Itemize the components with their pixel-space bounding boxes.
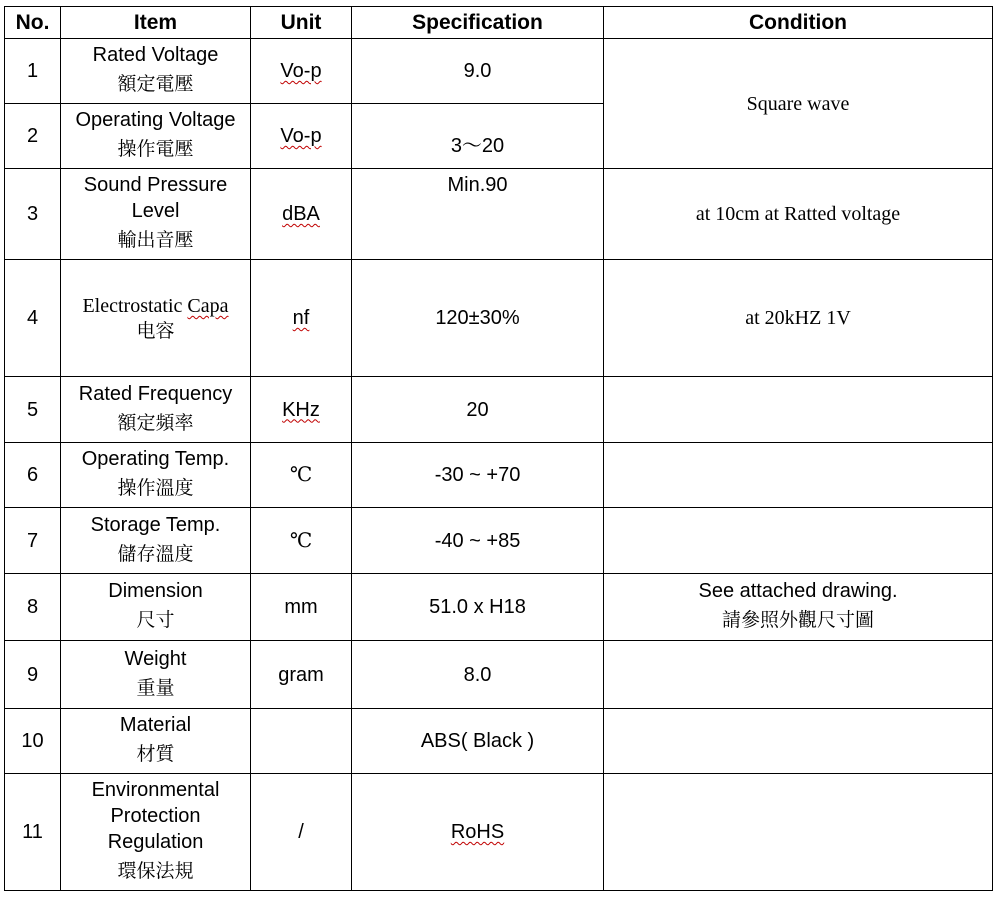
item-name-cn: 操作電壓 <box>117 138 194 160</box>
spec-value: Min.90 <box>447 174 508 196</box>
spec-cell <box>352 443 604 508</box>
condition-value-cn: 請參照外觀尺寸圖 <box>721 609 874 631</box>
unit-value: mm <box>284 596 318 618</box>
unit-value: Vo-p <box>280 125 322 147</box>
condition-cell <box>604 641 993 709</box>
condition-cell-merged <box>604 39 993 169</box>
spec-value: 3～20 <box>450 135 505 157</box>
spec-value: 20 <box>466 398 489 421</box>
unit-cell <box>251 508 352 574</box>
item-cell <box>61 104 251 169</box>
unit-cell <box>251 260 352 377</box>
item-cell <box>61 709 251 774</box>
header-no: No. <box>5 7 61 39</box>
item-cell <box>61 508 251 574</box>
item-cell <box>61 574 251 641</box>
spec-value: 51.0 x H18 <box>429 596 526 618</box>
item-name-cn: 尺寸 <box>136 609 175 631</box>
spec-cell <box>352 508 604 574</box>
spec-cell <box>352 574 604 641</box>
item-name-en: Sound Pressure Level <box>83 174 228 222</box>
row-number: 2 <box>5 104 61 169</box>
item-name-cn: 環保法規 <box>117 860 194 882</box>
spec-value: ABS( Black ) <box>420 730 535 752</box>
unit-cell <box>251 104 352 169</box>
row-number: 7 <box>5 508 61 574</box>
item-cell <box>61 377 251 443</box>
item-name-en: Dimension <box>108 580 203 602</box>
row-number: 5 <box>5 377 61 443</box>
item-name-cn: 材質 <box>136 743 175 765</box>
item-cell <box>61 260 251 377</box>
spec-cell <box>352 641 604 709</box>
condition-cell <box>604 709 993 774</box>
item-name-cn: 額定電壓 <box>117 73 194 95</box>
condition-value: at 20kHZ 1V <box>745 307 851 329</box>
spec-cell <box>352 377 604 443</box>
item-name-en: Operating Voltage <box>75 109 236 131</box>
table-row <box>5 169 993 260</box>
header-condition: Condition <box>604 7 993 39</box>
item-name-en-part: Electrostatic <box>82 295 188 317</box>
condition-cell <box>604 774 993 891</box>
unit-cell <box>251 169 352 260</box>
item-cell <box>61 641 251 709</box>
unit-value: Vo-p <box>280 60 322 82</box>
table-row <box>5 39 993 104</box>
item-name-cn: 电容 <box>136 320 175 342</box>
spec-cell <box>352 39 604 104</box>
row-number: 8 <box>5 574 61 641</box>
unit-cell <box>251 39 352 104</box>
condition-value: Square wave <box>746 92 850 115</box>
spec-cell <box>352 169 604 260</box>
item-name-en: Storage Temp. <box>90 513 221 536</box>
condition-cell <box>604 443 993 508</box>
unit-cell <box>251 774 352 891</box>
condition-value-en: See attached drawing. <box>698 580 898 602</box>
spec-value: -30 ~ +70 <box>434 464 521 486</box>
table-row <box>5 508 993 574</box>
specification-table <box>4 6 993 891</box>
table-row <box>5 774 993 891</box>
row-number: 11 <box>5 774 61 891</box>
table-row <box>5 260 993 377</box>
spec-value: 8.0 <box>463 663 492 686</box>
row-number: 4 <box>5 260 61 377</box>
spec-cell <box>352 260 604 377</box>
unit-cell <box>251 709 352 774</box>
unit-cell <box>251 443 352 508</box>
unit-value: dBA <box>282 203 320 225</box>
header-item: Item <box>61 7 251 39</box>
item-name-cn: 額定頻率 <box>117 411 194 434</box>
condition-cell <box>604 377 993 443</box>
header-unit: Unit <box>251 7 352 39</box>
item-cell <box>61 443 251 508</box>
unit-value: nf <box>292 307 310 329</box>
row-number: 9 <box>5 641 61 709</box>
unit-value: ℃ <box>289 464 313 486</box>
condition-cell <box>604 169 993 260</box>
item-name-cn: 儲存溫度 <box>117 542 194 565</box>
item-cell <box>61 39 251 104</box>
table-row <box>5 641 993 709</box>
condition-cell <box>604 260 993 377</box>
item-name-cn: 輸出音壓 <box>117 229 194 251</box>
unit-cell <box>251 377 352 443</box>
condition-value: at 10cm at Ratted voltage <box>695 203 901 225</box>
unit-value: KHz <box>282 398 320 421</box>
item-name-en: Rated Voltage <box>92 44 219 66</box>
item-name-en: Rated Frequency <box>78 382 233 405</box>
unit-cell <box>251 641 352 709</box>
condition-cell <box>604 574 993 641</box>
spec-cell <box>352 774 604 891</box>
row-number: 10 <box>5 709 61 774</box>
row-number: 1 <box>5 39 61 104</box>
spec-value: 9.0 <box>463 60 492 82</box>
spec-value: -40 ~ +85 <box>434 529 521 552</box>
item-name-en: Weight <box>124 647 187 670</box>
row-number: 6 <box>5 443 61 508</box>
header-specification: Specification <box>352 7 604 39</box>
item-name-en: Material <box>119 714 192 736</box>
item-name-en-part: Capa <box>187 295 229 317</box>
unit-value: ℃ <box>289 529 313 552</box>
row-number: 3 <box>5 169 61 260</box>
table-row <box>5 443 993 508</box>
spec-cell <box>352 709 604 774</box>
item-name-en: Operating Temp. <box>81 448 230 470</box>
unit-cell <box>251 574 352 641</box>
item-name-cn: 重量 <box>136 676 175 699</box>
spec-cell <box>352 104 604 169</box>
item-name-en <box>63 293 248 319</box>
header-row <box>5 7 993 39</box>
item-cell <box>61 774 251 891</box>
table-row <box>5 377 993 443</box>
item-name-cn: 操作溫度 <box>117 477 194 499</box>
condition-cell <box>604 508 993 574</box>
item-name-en: Environmental Protection Regulation <box>91 779 220 853</box>
table-row <box>5 574 993 641</box>
spec-value: RoHS <box>450 821 505 843</box>
unit-value: gram <box>278 663 324 686</box>
item-cell <box>61 169 251 260</box>
spec-value: 120±30% <box>435 307 520 329</box>
table-row <box>5 709 993 774</box>
unit-value: / <box>298 821 304 843</box>
